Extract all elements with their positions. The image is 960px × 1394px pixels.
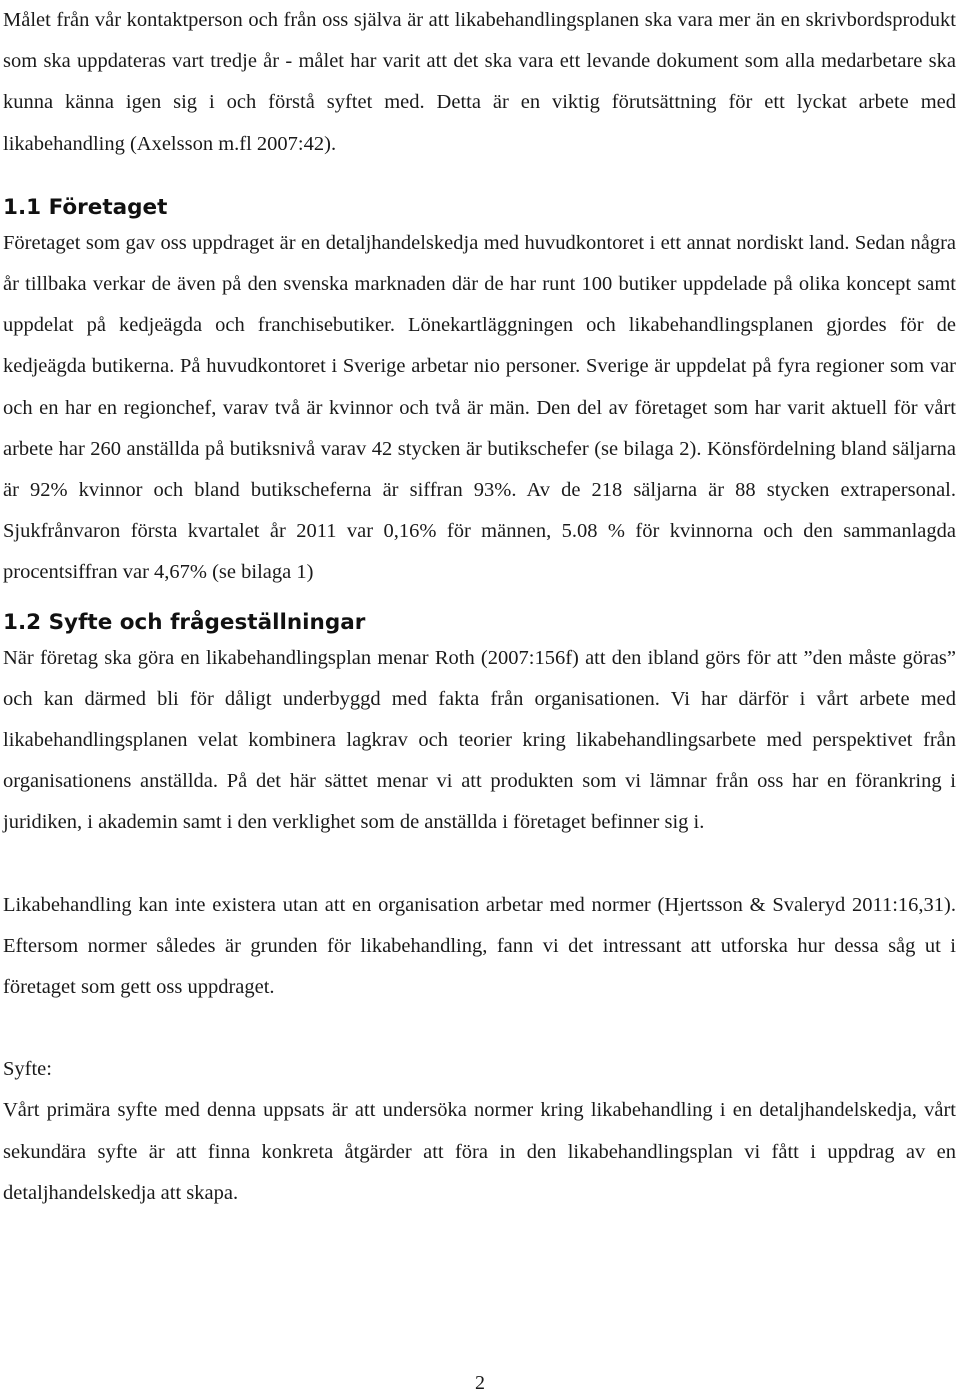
purpose-label: Syfte:	[3, 1058, 52, 1081]
foretaget-paragraph: Företaget som gav oss uppdraget är en detaljhandelskedja med huvudkontoret i ett annat nordiskt land. Sedan några år tillbaka verkar de även på den svenska marknaden där de har runt 100 butiker uppdelade på olika koncept samt uppdelat på kedjeägda och franchisebutiker. Lönekartläggningen och likabehandlingsplanen gjordes för de kedjeägda butikerna. På huvudkontoret i Sverige arbetar nio personer. Sverige är uppdelat på fyra regioner som var och en har en regionchef, varav två är kvinnor och två är män. Den del av företaget som har varit aktuell för vårt arbete har 260 anställda på butiksnivå varav 42 stycken är butikschefer (se bilaga 2). Könsfördelning bland säljarna är 92% kvinnor och bland butikscheferna är siffran 93%. Av de 218 säljarna är 88 stycken extrapersonal. Sjukfrånvaron första kvartalet år 2011 var 0,16% för männen, 5.08 % för kvinnorna och den sammanlagda procentsiffran var 4,67% (se bilaga 1)	[3, 231, 956, 584]
section-heading-foretaget: 1.1 Företaget	[3, 194, 168, 220]
section-heading-syfte: 1.2 Syfte och frågeställningar	[3, 609, 366, 635]
paragraph-spacer	[3, 1008, 956, 1049]
purpose-paragraph: Vårt primära syfte med denna uppsats är att undersöka normer kring likabehandling i en detaljhandelskedja, vårt sekundära syfte är att finna konkreta åtgärder att föra in den likabehandlingsplan vi fått i uppdrag av en detaljhandelskedja att skapa.	[3, 1099, 956, 1204]
intro-paragraph: Målet från vår kontaktperson och från oss själva är att likabehandlingsplanen ska vara mer än en skrivbordsprodukt som ska uppdateras vart tredje år - målet har varit att det ska vara ett levande dokument som alla medarbetare ska kunna känna igen sig i och förstå syftet med. Detta är en viktig förutsättning för ett lyckat arbete med likabehandling (Axelsson m.fl 2007:42).	[3, 9, 956, 155]
page-number: 2	[475, 1372, 485, 1394]
syfte-paragraph-2: Likabehandling kan inte existera utan att en organisation arbetar med normer (Hjertsson & Svaleryd 2011:16,31). Eftersom normer således är grunden för likabehandling, fann vi det intressant att utforska hur dessa såg ut i företaget som gett oss uppdraget.	[3, 893, 956, 999]
syfte-paragraph-1: När företag ska göra en likabehandlingsplan menar Roth (2007:156f) att den ibland görs för att ”den måste göras” och kan därmed bli för dåligt underbyggd med fakta från organisationen. Vi har därför i vårt arbete med likabehandlingsplanen velat kombinera lagkrav och teorier kring likabehandlingsarbete med perspektivet från organisationens anställda. På det här sättet menar vi att produkten som vi lämnar från oss har en förankring i juridiken, i akademin samt i den verklighet som de anställda i företaget befinner sig i.	[3, 646, 956, 834]
document-page	[3, 0, 956, 1214]
paragraph-spacer	[3, 844, 956, 885]
